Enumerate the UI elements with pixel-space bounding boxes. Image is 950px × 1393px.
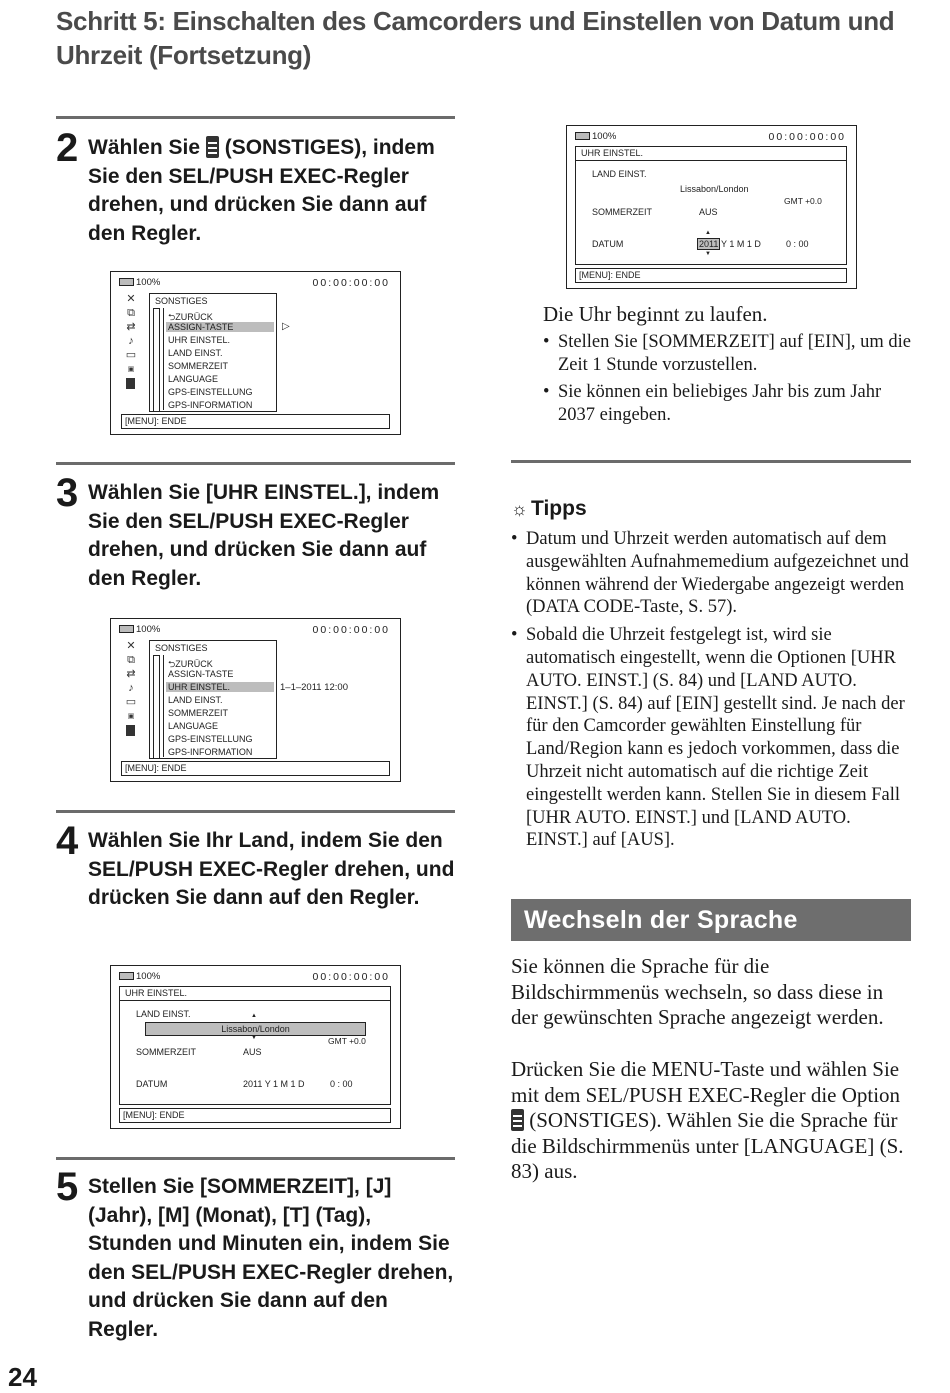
display-icon: ▭ xyxy=(125,696,137,708)
battery-level: 100% xyxy=(136,277,161,288)
menu-title: SONSTIGES xyxy=(155,296,208,306)
camcorder-screen-menu xyxy=(110,271,401,435)
list-item: • Sie können ein beliebiges Jahr bis zum Jahr 2037 eingeben. xyxy=(543,381,911,427)
menu-title: SONSTIGES xyxy=(155,643,208,653)
menu-item-gps-einstellung[interactable]: GPS-EINSTELLUNG xyxy=(168,734,253,744)
divider xyxy=(56,1157,455,1160)
menu-footer: [MENU]: ENDE xyxy=(121,761,390,776)
menu-item-uhr-einstel[interactable]: UHR EINSTEL. xyxy=(168,335,231,345)
clock-starts-text: Die Uhr beginnt zu laufen. xyxy=(543,302,768,326)
divider xyxy=(511,460,911,463)
music-icon: ♪ xyxy=(128,682,134,694)
time-value[interactable]: 0 : 00 xyxy=(786,239,809,249)
time-value[interactable]: 0 : 00 xyxy=(330,1079,353,1089)
camcorder-screen-clock xyxy=(566,125,857,289)
display-icon: ▭ xyxy=(125,349,137,361)
down-arrow-icon: ▼ xyxy=(251,1035,257,1041)
battery-icon xyxy=(119,278,134,286)
land-value[interactable]: Lissabon/London xyxy=(680,184,749,194)
timecode: 00:00:00:00 xyxy=(768,131,846,143)
step-number: 2 xyxy=(56,126,79,170)
list-item: • Stellen Sie [SOMMERZEIT] auf [EIN], um die Zeit 1 Stunde vorzustellen. xyxy=(543,331,911,377)
sonstiges-icon xyxy=(126,378,135,389)
timecode: 00:00:00:00 xyxy=(312,971,390,983)
playback-icon: ⧉ xyxy=(127,654,135,666)
menu-item-language[interactable]: LANGUAGE xyxy=(168,721,219,731)
list-item: • Datum und Uhrzeit werden automatisch auf dem ausgewählten Aufnahmemedium aufgezeichnet und können während der Wiedergabe angezeigt werden (DATA CODE-Taste, S. 57). xyxy=(511,528,911,619)
step-text-post: (SONSTIGES), indem Sie den SEL/PUSH EXEC-Regler drehen, und drücken Sie dann auf den Regler. xyxy=(88,136,435,245)
divider xyxy=(56,462,455,465)
menu-item-sommerzeit[interactable]: SOMMERZEIT xyxy=(168,708,228,718)
menu-item-gps-information[interactable]: GPS-INFORMATION xyxy=(168,747,253,757)
divider xyxy=(56,116,455,119)
date-rest: Y 1 M 1 D xyxy=(721,239,761,249)
sommerzeit-value[interactable]: AUS xyxy=(243,1047,262,1057)
step-text: Stellen Sie [SOMMERZEIT], [J] (Jahr), [M] (Monat), [T] (Tag), Stunden und Minuten ein, indem Sie den SEL/PUSH EXEC-Regler drehen, und drücken Sie dann auf den Regler. xyxy=(88,1175,454,1341)
land-value[interactable]: Lissabon/London xyxy=(145,1022,366,1036)
step-3 xyxy=(56,473,456,603)
land-label: LAND EINST. xyxy=(592,169,647,179)
clock-panel xyxy=(575,146,847,265)
tips-heading xyxy=(511,495,587,523)
media-icon: ▣ xyxy=(127,713,135,720)
battery-level: 100% xyxy=(136,971,161,982)
up-arrow-icon: ▲ xyxy=(251,1013,257,1019)
clock-title: UHR EINSTEL. xyxy=(120,987,390,1001)
edit-icon: ⇄ xyxy=(126,668,136,680)
year-field[interactable]: 2011 xyxy=(699,239,719,249)
menu-footer: [MENU]: ENDE xyxy=(119,1108,391,1123)
step-number: 4 xyxy=(56,819,79,863)
menu-footer: [MENU]: ENDE xyxy=(575,268,847,283)
step-5 xyxy=(56,1167,456,1347)
para2-post: (SONSTIGES). Wählen Sie die Sprache für die Bildschirmmenüs unter [LANGUAGE] (S. 83) aus. xyxy=(511,1108,904,1184)
menu-item-land-einst[interactable]: LAND EINST. xyxy=(168,695,223,705)
step-text-pre: Wählen Sie xyxy=(88,136,201,159)
tool-icon: ✕ xyxy=(126,293,136,305)
tips-title: Tipps xyxy=(531,497,587,520)
menu-panel xyxy=(149,640,277,759)
menu-item-assign-taste[interactable]: ASSIGN-TASTE xyxy=(168,669,234,679)
menu-item-land-einst[interactable]: LAND EINST. xyxy=(168,348,223,358)
menu-icon-column xyxy=(121,294,143,404)
sommerzeit-label: SOMMERZEIT xyxy=(136,1047,196,1057)
date-preview: 1–1–2011 12:00 xyxy=(280,682,348,693)
media-icon: ▣ xyxy=(127,366,135,373)
para2-pre: Drücken Sie die MENU-Taste und wählen Sie mit dem SEL/PUSH EXEC-Regler die Option xyxy=(511,1057,901,1107)
step5-notes xyxy=(543,331,911,427)
menu-item-uhr-einstel[interactable]: UHR EINSTEL. xyxy=(166,682,274,692)
lightbulb-icon: ☼ xyxy=(511,499,528,519)
tips-list xyxy=(511,528,911,852)
section-heading: Wechseln der Sprache xyxy=(511,899,911,941)
list-item: • Sobald die Uhrzeit festgelegt ist, wird sie automatisch eingestellt, wenn die Optionen [UHR AUTO. EINST.] (S. 84) und [LAND AUTO. EINST.] (S. 84) auf [EIN] gestellt sind. Je nach der für den Camcorder gewählten Einstellung für Land/Region kann es jedoch vorkommen, dass die Uhrzeit nicht automatisch auf die richtige Zeit eingestellt werden kann. Stellen Sie in diesem Fall [UHR AUTO. EINST.] und [LAND AUTO. EINST.] auf [AUS]. xyxy=(511,624,911,852)
tool-icon: ✕ xyxy=(126,640,136,652)
section-para-1: Sie können die Sprache für die Bildschirmmenüs wechseln, so dass diese in der gewünschten Sprache angezeigt werden. xyxy=(511,954,884,1030)
step-number: 5 xyxy=(56,1165,79,1209)
menu-icon-column xyxy=(121,641,143,751)
battery-icon xyxy=(575,132,590,140)
page-title: Schritt 5: Einschalten des Camcorders und Einstellen von Datum und Uhrzeit (Fortsetzung) xyxy=(56,6,895,70)
sonstiges-icon xyxy=(206,136,219,158)
sonstiges-icon xyxy=(511,1109,524,1131)
sommerzeit-label: SOMMERZEIT xyxy=(592,207,652,217)
step-2 xyxy=(56,128,456,258)
datum-label: DATUM xyxy=(592,239,624,249)
page-number: 24 xyxy=(8,1362,37,1392)
section-para-2 xyxy=(511,1057,911,1185)
battery-icon xyxy=(119,972,134,980)
battery-level: 100% xyxy=(592,131,617,142)
menu-item-zurueck[interactable]: ⮌ZURÜCK xyxy=(168,659,213,669)
menu-item-gps-einstellung[interactable]: GPS-EINSTELLUNG xyxy=(168,387,253,397)
up-arrow-icon: ▲ xyxy=(705,230,711,236)
music-icon: ♪ xyxy=(128,335,134,347)
sommerzeit-value[interactable]: AUS xyxy=(699,207,718,217)
camcorder-screen-clock xyxy=(110,965,401,1129)
datum-label: DATUM xyxy=(136,1079,168,1089)
clock-panel xyxy=(119,986,391,1105)
gmt-offset: GMT +0.0 xyxy=(328,1036,366,1046)
edit-icon: ⇄ xyxy=(126,321,136,333)
step-number: 3 xyxy=(56,471,79,515)
menu-item-gps-information[interactable]: GPS-INFORMATION xyxy=(168,400,253,410)
menu-item-assign-taste[interactable]: ASSIGN-TASTE xyxy=(166,322,274,332)
sonstiges-icon xyxy=(126,725,135,736)
gmt-offset: GMT +0.0 xyxy=(784,196,822,206)
datum-value[interactable]: 2011 Y 1 M 1 D xyxy=(243,1079,305,1089)
step-text: Wählen Sie [UHR EINSTEL.], indem Sie den SEL/PUSH EXEC-Regler drehen, und drücken Sie dann auf den Regler. xyxy=(88,481,440,590)
menu-item-language[interactable]: LANGUAGE xyxy=(168,374,219,384)
menu-footer: [MENU]: ENDE xyxy=(121,414,390,429)
battery-level: 100% xyxy=(136,624,161,635)
menu-item-zurueck[interactable]: ⮌ZURÜCK xyxy=(168,312,213,322)
clock-title: UHR EINSTEL. xyxy=(576,147,846,161)
step-4 xyxy=(56,821,456,951)
divider xyxy=(56,810,455,813)
menu-panel xyxy=(149,293,277,412)
timecode: 00:00:00:00 xyxy=(312,277,390,289)
menu-item-sommerzeit[interactable]: SOMMERZEIT xyxy=(168,361,228,371)
step-text: Wählen Sie Ihr Land, indem Sie den SEL/PUSH EXEC-Regler drehen, und drücken Sie dann auf den Regler. xyxy=(88,829,455,909)
battery-icon xyxy=(119,625,134,633)
timecode: 00:00:00:00 xyxy=(312,624,390,636)
playback-icon: ⧉ xyxy=(127,307,135,319)
down-arrow-icon: ▼ xyxy=(705,251,711,257)
land-label: LAND EINST. xyxy=(136,1009,191,1019)
camcorder-screen-menu xyxy=(110,618,401,782)
step-text xyxy=(88,134,458,248)
arrow-right-icon: ▷ xyxy=(282,321,290,332)
